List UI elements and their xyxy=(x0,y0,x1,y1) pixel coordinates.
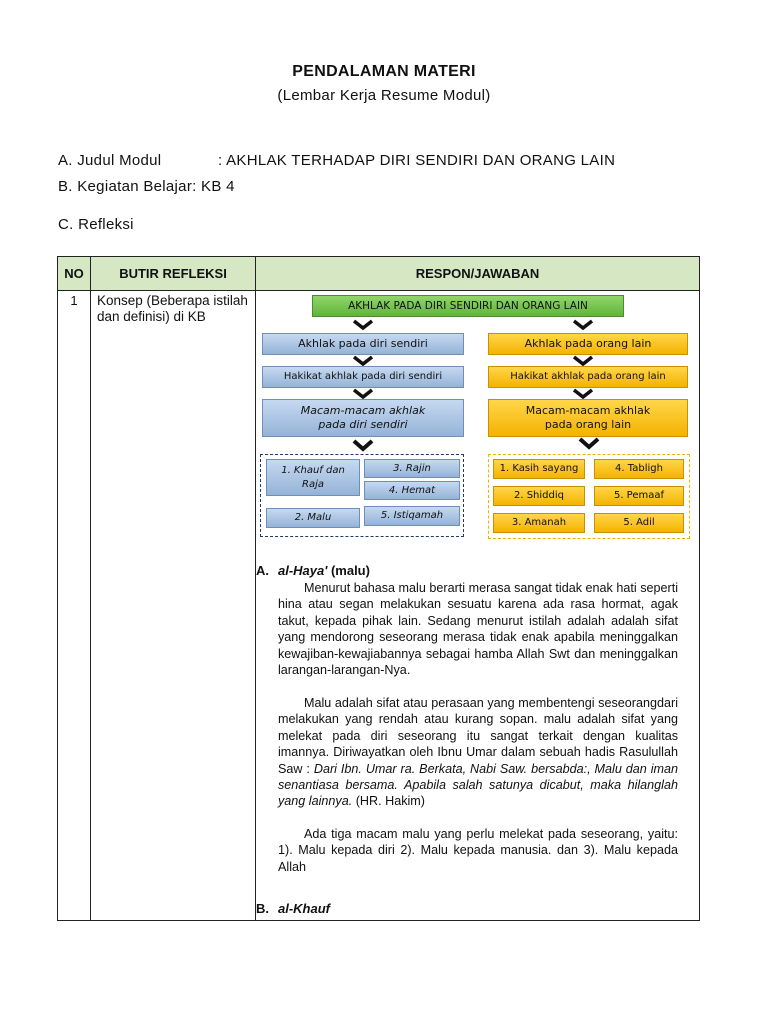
header-butir-refleksi: BUTIR REFLEKSI xyxy=(91,257,256,291)
section-a-term-suffix: (malu) xyxy=(327,563,370,578)
judul-modul-line xyxy=(58,152,615,169)
left-macam-line-2: pada diri sendiri xyxy=(318,418,408,431)
left-item-3: 4. Hemat xyxy=(364,481,460,500)
header-no: NO xyxy=(58,257,91,291)
section-a-paragraph-2 xyxy=(278,695,678,810)
paragraph-text: Ada tiga macam malu yang perlu melekat pada seseorang, yaitu: 1). Malu kepada diri 2). Malu kepada manusia. dan 3). Malu kepada Allah xyxy=(278,827,678,874)
right-macam-box xyxy=(488,399,688,437)
right-hakikat-box: Hakikat akhlak pada orang lain xyxy=(488,366,688,388)
chevron-down-icon xyxy=(572,319,594,331)
judul-modul-value: : AKHLAK TERHADAP DIRI SENDIRI DAN ORANG LAIN xyxy=(218,152,616,169)
left-hakikat-box: Hakikat akhlak pada diri sendiri xyxy=(262,366,464,388)
left-item-4: 2. Malu xyxy=(266,508,360,528)
hadith-quote: Dari Ibn. Umar ra. Berkata, Nabi Saw. bersabda:, Malu dan iman senantiasa bersama. Apabila salah satunya dicabut, maka hilanglah yang lainnya. xyxy=(278,761,678,809)
table-header-row xyxy=(58,257,700,291)
left-item-2: 3. Rajin xyxy=(364,459,460,478)
page-subtitle: (Lembar Kerja Resume Modul) xyxy=(277,87,491,104)
right-item-3: 2. Shiddiq xyxy=(493,486,585,506)
left-item-1: 1. Khauf dan Raja xyxy=(266,459,360,496)
right-macam-line-2: pada orang lain xyxy=(544,418,632,431)
table-row xyxy=(58,291,700,921)
refleksi-heading: C. Refleksi xyxy=(58,216,134,233)
chevron-down-icon xyxy=(578,437,600,449)
judul-modul-label: A. Judul Modul xyxy=(58,152,162,169)
kegiatan-belajar-line xyxy=(58,178,235,195)
row-number: 1 xyxy=(58,291,91,921)
hadith-source: (HR. Hakim) xyxy=(352,794,425,809)
diagram-top-box: AKHLAK PADA DIRI SENDIRI DAN ORANG LAIN xyxy=(312,295,624,317)
section-b-term: al-Khauf xyxy=(278,901,330,916)
header-respon-jawaban: RESPON/JAWABAN xyxy=(256,257,700,291)
left-title-box: Akhlak pada diri sendiri xyxy=(262,333,464,355)
right-item-6: 5. Adil xyxy=(594,513,684,533)
section-a-term: al-Haya' xyxy=(278,563,328,578)
section-a-paragraph-3 xyxy=(278,826,678,875)
right-title-box: Akhlak pada orang lain xyxy=(488,333,688,355)
right-item-5: 3. Amanah xyxy=(493,513,585,533)
refleksi-table xyxy=(57,256,700,921)
right-item-4: 5. Pemaaf xyxy=(594,486,684,506)
right-item-2: 4. Tabligh xyxy=(594,459,684,479)
right-item-1: 1. Kasih sayang xyxy=(493,459,585,479)
kegiatan-belajar-value: : KB 4 xyxy=(192,178,235,195)
section-a-letter: A. xyxy=(256,563,269,578)
page-title: PENDALAMAN MATERI xyxy=(292,63,476,80)
right-macam-line-1: Macam-macam akhlak xyxy=(525,404,651,417)
row-butir-text: Konsep (Beberapa istilah dan definisi) di KB xyxy=(91,291,256,921)
left-macam-box xyxy=(262,399,464,437)
section-a-heading xyxy=(256,563,370,578)
chevron-down-icon xyxy=(352,439,374,451)
kegiatan-belajar-label: B. Kegiatan Belajar xyxy=(58,178,193,195)
section-b-letter: B. xyxy=(256,901,269,916)
section-a-paragraph-1 xyxy=(278,580,678,678)
chevron-down-icon xyxy=(352,319,374,331)
section-b-heading xyxy=(256,901,330,916)
paragraph-text: Menurut bahasa malu berarti merasa sangat tidak enak hati seperti hina atau segan melakukan sesuatu karena ada rasa hormat, agak takut, kepada pihak lain. Sedang menurut istilah adalah adalah sifat yang mendorong seseorang merasa tidak enak apabila meninggalkan kewajiban-kewajiabannya sebagai hamba Allah Swt dan meninggalkan larangan-larangan-Nya. xyxy=(278,581,678,678)
left-macam-line-1: Macam-macam akhlak xyxy=(300,404,426,417)
left-item-5: 5. Istiqamah xyxy=(364,506,460,526)
paragraph-text: Malu adalah sifat atau perasaan yang membentengi seseorangdari melakukan yang rendah atau kurang sopan. malu adalah sifat yang melekat pada diri seseorang itu sangat terkait dengan kualitas imannya. Diriwayatkan oleh Ibnu Umar dalam sebuah hadis Rasulullah Saw : xyxy=(278,696,678,776)
row-respon-cell xyxy=(256,291,700,921)
